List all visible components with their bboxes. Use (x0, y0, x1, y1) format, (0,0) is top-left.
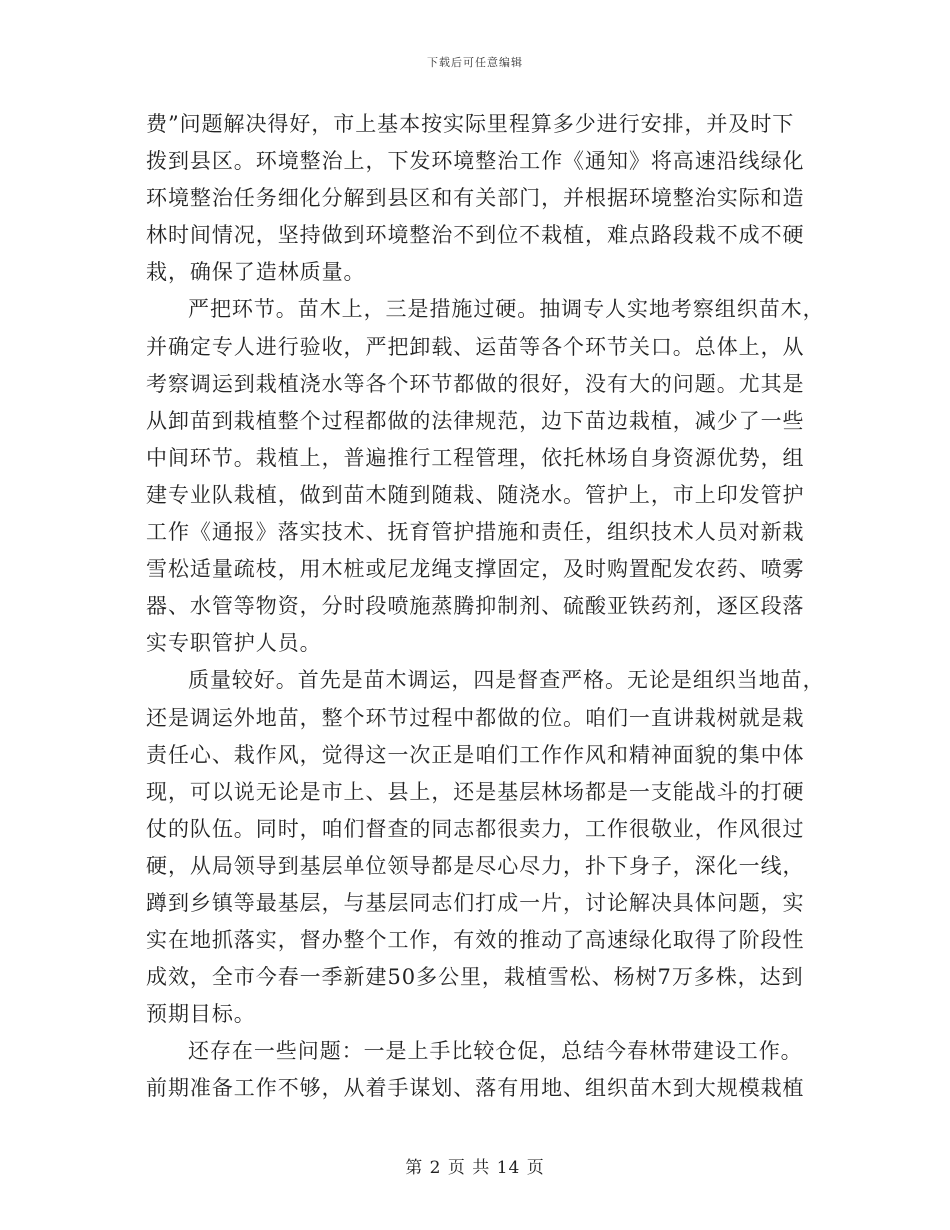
paragraph-start-line: 还存在一些问题：一是上手比较仓促，总结今春林带建设工作。 (188, 1039, 803, 1064)
text-line: 拨到县区。环境整治上，下发环境整治工作《通知》将高速沿线绿化 (146, 149, 805, 174)
text-line: 林时间情况，坚持做到环境整治不到位不栽植，难点路段栽不成不硬 (146, 223, 805, 248)
text-line: 中间环节。栽植上，普遍推行工程管理，依托林场自身资源优势，组 (146, 445, 805, 470)
paragraph-start-line: 质量较好。首先是苗木调运，四是督查严格。无论是组织当地苗， (188, 668, 825, 693)
text-line: 仗的队伍。同时，咱们督查的同志都很卖力，工作很敬业，作风很过 (146, 816, 805, 841)
text-line: 栽，确保了造林质量。 (146, 260, 366, 285)
text-line: 器、水管等物资，分时段喷施蒸腾抑制剂、硫酸亚铁药剂，逐区段落 (146, 594, 805, 619)
text-line: 并确定专人进行验收，严把卸载、运苗等各个环节关口。总体上，从 (146, 334, 805, 359)
text-line: 考察调运到栽植浇水等各个环节都做的很好，没有大的问题。尤其是 (146, 371, 805, 396)
page-header-note: 下载后可任意编辑 (427, 56, 523, 69)
text-line: 前期准备工作不够，从着手谋划、落有用地、组织苗木到大规模栽植 (146, 1076, 805, 1101)
text-line: 责任心、栽作风，觉得这一次正是咱们工作作风和精神面貌的集中体 (146, 742, 805, 767)
text-line: 还是调运外地苗，整个环节过程中都做的位。咱们一直讲栽树就是栽 (146, 705, 805, 730)
text-line: 费”问题解决得好，市上基本按实际里程算多少进行安排，并及时下 (146, 112, 795, 136)
body-text (146, 106, 825, 1108)
text-line: 雪松适量疏枝，用木桩或尼龙绳支撑固定，及时购置配发农药、喷雾 (146, 557, 805, 582)
text-line: 工作《通报》落实技术、抚育管护措施和责任，组织技术人员对新栽 (146, 520, 805, 545)
text-line: 蹲到乡镇等最基层，与基层同志们打成一片，讨论解决具体问题，实 (146, 890, 805, 915)
text-line: 现，可以说无论是市上、县上，还是基层林场都是一支能战斗的打硬 (146, 779, 805, 804)
text-line: 成效，全市今春一季新建50多公里，栽植雪松、杨树7万多株，达到 (146, 965, 804, 990)
text-line: 硬，从局领导到基层单位领导都是尽心尽力，扑下身子，深化一线， (146, 853, 805, 878)
paragraph-start-line: 严把环节。苗木上，三是措施过硬。抽调专人实地考察组织苗木， (188, 297, 825, 322)
text-line: 环境整治任务细化分解到县区和有关部门，并根据环境整治实际和造 (146, 186, 805, 211)
text-line: 从卸苗到栽植整个过程都做的法律规范，边下苗边栽植，减少了一些 (146, 408, 805, 433)
text-line: 预期目标。 (146, 1002, 256, 1027)
text-line: 建专业队栽植，做到苗木随到随栽、随浇水。管护上，市上印发管护 (146, 482, 805, 507)
text-line: 实专职管护人员。 (146, 631, 322, 656)
page-number-footer: 第 2 页 共 14 页 (405, 1158, 545, 1178)
text-line: 实在地抓落实，督办整个工作，有效的推动了高速绿化取得了阶段性 (146, 928, 805, 953)
